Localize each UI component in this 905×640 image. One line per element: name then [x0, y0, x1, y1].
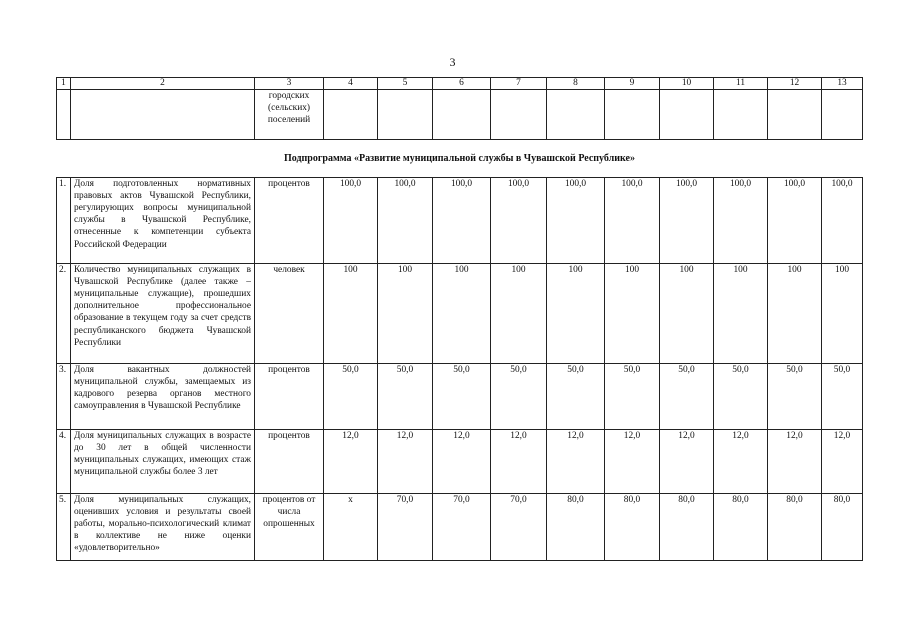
- column-number-11: 11: [714, 78, 768, 90]
- row-number: 5.: [57, 494, 71, 561]
- indicator-value: 12,0: [433, 430, 491, 494]
- indicator-value: 12,0: [660, 430, 714, 494]
- indicator-value: 50,0: [433, 364, 491, 430]
- unit-of-measure: процентов: [255, 430, 324, 494]
- indicator-value: 100,0: [378, 178, 433, 264]
- indicator-value: 50,0: [768, 364, 822, 430]
- indicator-value: 50,0: [324, 364, 378, 430]
- indicator-value: 12,0: [714, 430, 768, 494]
- indicator-value: 12,0: [378, 430, 433, 494]
- indicator-value: 80,0: [822, 494, 863, 561]
- indicator-value: 80,0: [605, 494, 660, 561]
- table-row: [57, 494, 863, 561]
- indicator-value: 100: [547, 264, 605, 364]
- indicators-table: [56, 77, 863, 561]
- indicator-value: 100,0: [768, 178, 822, 264]
- indicator-value: 100: [491, 264, 547, 364]
- unit-of-measure: человек: [255, 264, 324, 364]
- indicator-value: 100,0: [547, 178, 605, 264]
- indicator-value: 70,0: [433, 494, 491, 561]
- indicator-description: Доля вакантных должностей муниципальной службы, замещаемых из кадрового резерва органов местного самоуправления в Чувашской Республике: [71, 364, 255, 430]
- column-number-4: 4: [324, 78, 378, 90]
- indicator-value: 100: [822, 264, 863, 364]
- indicator-description: Доля подготовленных нормативных правовых актов Чувашской Республики, регулирующих вопросы муниципальной службы в Чувашской Республике, отнесенные к компетенции субъекта Российской Федерации: [71, 178, 255, 264]
- indicator-value: 100,0: [433, 178, 491, 264]
- indicator-value: 70,0: [491, 494, 547, 561]
- subprogram-title: Подпрограмма «Развитие муниципальной службы в Чувашской Республике»: [57, 140, 863, 178]
- indicator-value: 50,0: [605, 364, 660, 430]
- row-number: 4.: [57, 430, 71, 494]
- table-row: [57, 264, 863, 364]
- column-number-13: 13: [822, 78, 863, 90]
- indicator-description: Доля муниципальных служащих, оценивших условия и результаты своей работы, морально-психологический климат в коллективе не ниже оценки «удовлетворительно»: [71, 494, 255, 561]
- continuation-unit: городских (сельских) поселений: [255, 90, 324, 140]
- indicator-value: 80,0: [547, 494, 605, 561]
- unit-of-measure: процентов: [255, 178, 324, 264]
- column-number-10: 10: [660, 78, 714, 90]
- indicator-value: 100,0: [714, 178, 768, 264]
- row-number: 3.: [57, 364, 71, 430]
- continuation-row: [57, 90, 863, 140]
- table-row: [57, 430, 863, 494]
- indicator-value: 12,0: [324, 430, 378, 494]
- column-number-1: 1: [57, 78, 71, 90]
- table-row: [57, 364, 863, 430]
- indicator-value: 50,0: [714, 364, 768, 430]
- indicator-value: 12,0: [491, 430, 547, 494]
- indicator-value: 100: [433, 264, 491, 364]
- indicator-value: 80,0: [768, 494, 822, 561]
- indicator-value: 50,0: [547, 364, 605, 430]
- indicator-description: Доля муниципальных служащих в возрасте до 30 лет в общей численности муниципальных служащих, имеющих стаж муниципальной службы более 3 лет: [71, 430, 255, 494]
- column-number-8: 8: [547, 78, 605, 90]
- indicator-value: 12,0: [822, 430, 863, 494]
- column-number-2: 2: [71, 78, 255, 90]
- column-numbers-row: [57, 78, 863, 90]
- indicator-value: 100,0: [491, 178, 547, 264]
- indicator-value: 100: [714, 264, 768, 364]
- table-row: [57, 178, 863, 264]
- unit-of-measure: процентов от числа опрошенных: [255, 494, 324, 561]
- indicator-value: 100,0: [822, 178, 863, 264]
- indicator-value: 70,0: [378, 494, 433, 561]
- indicator-value: 100: [605, 264, 660, 364]
- indicator-value: 100: [768, 264, 822, 364]
- column-number-12: 12: [768, 78, 822, 90]
- column-number-3: 3: [255, 78, 324, 90]
- column-number-7: 7: [491, 78, 547, 90]
- indicator-value: 12,0: [768, 430, 822, 494]
- indicator-value: 80,0: [714, 494, 768, 561]
- column-number-6: 6: [433, 78, 491, 90]
- row-number: 1.: [57, 178, 71, 264]
- indicator-value: 100,0: [660, 178, 714, 264]
- indicator-value: 100: [324, 264, 378, 364]
- indicator-value: 50,0: [660, 364, 714, 430]
- subprogram-row: [57, 140, 863, 178]
- unit-of-measure: процентов: [255, 364, 324, 430]
- page-number: 3: [449, 55, 456, 69]
- indicator-description: Количество муниципальных служащих в Чувашской Республике (далее также – муниципальные служащие), прошедших дополнительное профессиональное образование в текущем году за счет средств республиканского бюджета Чувашской Республики: [71, 264, 255, 364]
- indicator-value: x: [324, 494, 378, 561]
- column-number-5: 5: [378, 78, 433, 90]
- indicator-value: 100: [378, 264, 433, 364]
- indicator-value: 12,0: [547, 430, 605, 494]
- indicator-value: 100,0: [605, 178, 660, 264]
- indicator-value: 12,0: [605, 430, 660, 494]
- indicator-value: 100,0: [324, 178, 378, 264]
- column-number-9: 9: [605, 78, 660, 90]
- indicator-value: 100: [660, 264, 714, 364]
- row-number: 2.: [57, 264, 71, 364]
- indicator-value: 80,0: [660, 494, 714, 561]
- indicator-value: 50,0: [822, 364, 863, 430]
- indicator-value: 50,0: [378, 364, 433, 430]
- indicator-value: 50,0: [491, 364, 547, 430]
